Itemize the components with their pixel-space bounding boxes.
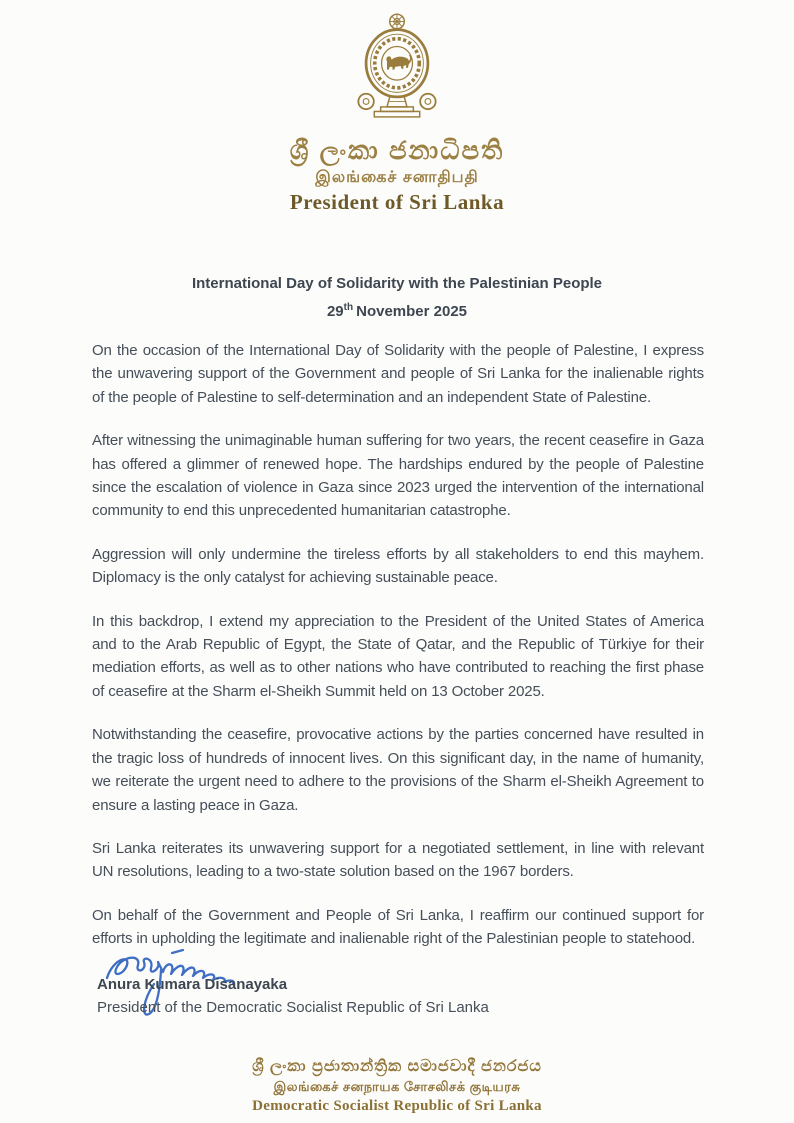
signatory-title: President of the Democratic Socialist Republic of Sri Lanka xyxy=(97,999,489,1016)
letterhead xyxy=(0,8,794,214)
paragraph-4: In this backdrop, I extend my appreciation to the President of the United States of America and to the Arab Republic of Egypt, the State of Qatar, and the Republic of Türkiye for their mediation efforts, as well as to other nations who have contributed to reaching the first phase of ceasefire at the Sharm el-Sheikh Summit held on 13 October 2025. xyxy=(92,612,704,700)
letter-date xyxy=(92,296,702,324)
letter-body xyxy=(92,339,704,971)
paragraph-6: Sri Lanka reiterates its unwavering support for a negotiated settlement, in line with relevant UN resolutions, leading to a two-state solution based on the 1967 borders. xyxy=(92,839,704,881)
paragraph-3: Aggression will only undermine the tireless efforts by all stakeholders to end this mayhem. Diplomacy is the only catalyst for achieving sustainable peace. xyxy=(92,545,704,587)
date-ordinal-suffix: th xyxy=(343,302,354,313)
paragraph-1: On the occasion of the International Day of Solidarity with the people of Palestine, I express the unwavering support of the Government and people of Sri Lanka for the inalienable rights of the people of Palestine to self-determination and an independent State of Palestine. xyxy=(92,342,704,406)
footer-line-tamil: இலங்கைச் சனநாயக சோசலிசக் குடியரசு xyxy=(273,1079,521,1094)
letterhead-title-sinhala: ශ්‍රී ලංකා ජනාධිපති xyxy=(289,135,505,165)
subject-block xyxy=(92,272,702,324)
footer-line-sinhala: ශ්‍රී ලංකා ප්‍රජාතාන්ත්‍රික සමාජවාදී ජනරජය xyxy=(252,1058,542,1075)
page-footer xyxy=(0,1056,794,1116)
letter-subject: International Day of Solidarity with the Palestinian People xyxy=(191,275,603,292)
paragraph-7: On behalf of the Government and People of Sri Lanka, I reaffirm our continued support for efforts in upholding the legitimate and inalienable right of the Palestinian people to statehood. xyxy=(92,906,704,948)
signatory-name: Anura Kumara Disanayaka xyxy=(97,976,288,993)
letterhead-title-english: President of Sri Lanka xyxy=(289,190,505,214)
letterhead-title-tamil: இலங்கைச் சனாதிபதி xyxy=(315,169,479,186)
paragraph-2: After witnessing the unimaginable human suffering for two years, the recent ceasefire in Gaza has offered a glimmer of renewed hope. The hardships endured by the people of Palestine since the escalation of violence in Gaza since 2023 urged the intervention of the international community to end this unprecedented humanitarian catastrophe. xyxy=(92,432,704,520)
paragraph-5: Notwithstanding the ceasefire, provocative actions by the parties concerned have resulted in the tragic loss of hundreds of innocent lives. On this significant day, in the name of humanity, we reiterate the urgent need to adhere to the provisions of the Sharm el-Sheikh Agreement to ensure a lasting peace in Gaza. xyxy=(92,726,704,814)
footer-line-english: Democratic Socialist Republic of Sri Lanka xyxy=(252,1098,542,1114)
date-month-year: November 2025 xyxy=(356,303,468,320)
sri-lanka-emblem-icon xyxy=(347,8,447,124)
date-day: 29 xyxy=(326,303,344,320)
